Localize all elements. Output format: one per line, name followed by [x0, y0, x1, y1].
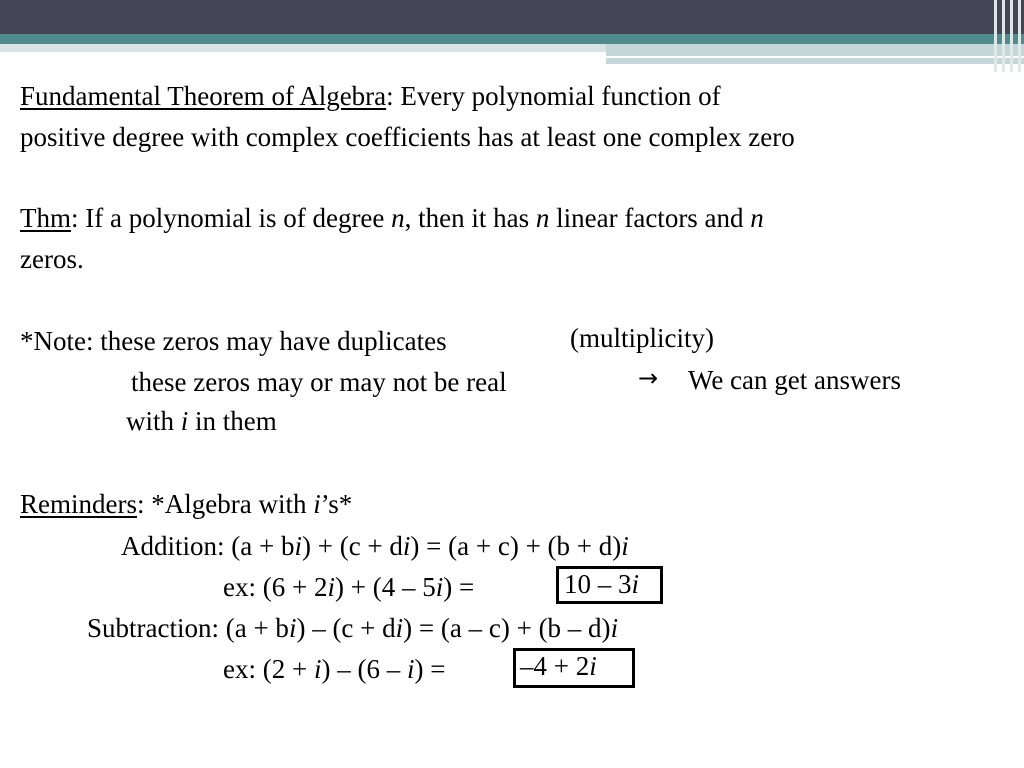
fta-text-1: : Every polynomial function of — [386, 81, 721, 111]
subtraction-line — [87, 612, 618, 644]
note-text-3b: in them — [188, 406, 277, 436]
note-text-2b: We can get answers — [688, 365, 901, 395]
thm-text-1: : If a polynomial is of degree — [71, 203, 392, 233]
addition-text-3: ) = (a + c) + (b + d) — [410, 531, 622, 561]
header-dark-band — [0, 0, 1024, 34]
thm-text-2: , then it has — [404, 203, 536, 233]
fta-title: Fundamental Theorem of Algebra — [20, 81, 387, 111]
arrow-icon — [638, 362, 658, 394]
ex1-i-1: i — [327, 572, 335, 602]
subtraction-i-1: i — [288, 613, 297, 643]
ex2-text-2: ) – (6 – — [321, 654, 407, 684]
subtraction-text-2: ) – (c + d — [296, 613, 396, 643]
ex2-text-1: ex: (2 + — [223, 654, 314, 684]
addition-text-1: Addition: (a + b — [121, 531, 295, 561]
thm-n-1: n — [391, 203, 405, 233]
header-light-band-right — [606, 44, 1024, 64]
ex1-text-1: ex: (6 + 2 — [223, 572, 328, 602]
addition-i-3: i — [621, 531, 629, 561]
addition-text-2: ) + (c + d — [301, 531, 403, 561]
subtraction-i-2: i — [395, 613, 404, 643]
header-stripes — [990, 0, 1024, 72]
note-text-1b: (multiplicity) — [570, 323, 714, 353]
fta-text-2: positive degree with complex coefficients has at least one complex zero — [20, 122, 795, 152]
addition-i-1: i — [294, 531, 302, 561]
thm-text-3: linear factors and — [549, 203, 751, 233]
note-multiplicity — [570, 322, 714, 354]
ex1-text-2: ) + (4 – 5 — [334, 572, 436, 602]
addition-i-2: i — [402, 531, 411, 561]
subtraction-text-1: Subtraction: (a + b — [87, 613, 289, 643]
thm-line-1 — [20, 202, 764, 234]
fta-line-2 — [20, 121, 795, 153]
addition-line — [121, 530, 629, 562]
note-text-3a: with — [126, 406, 181, 436]
note-line-2 — [131, 366, 507, 398]
ex2-answer-text: –4 + 2 — [520, 651, 590, 681]
reminders-line — [20, 488, 352, 520]
thm-n-3: n — [750, 203, 764, 233]
thm-n-2: n — [535, 203, 550, 233]
ex2-answer-i: i — [589, 651, 597, 681]
ex1-answer — [564, 568, 639, 600]
reminders-label: Reminders — [20, 489, 137, 519]
thm-label: Thm — [20, 203, 71, 233]
note-answers — [688, 364, 901, 396]
ex1-answer-i: i — [631, 569, 640, 599]
ex2-i-1: i — [313, 654, 322, 684]
thm-text-4: zeros. — [20, 244, 84, 274]
note-line-1 — [20, 325, 447, 357]
header-teal-band — [0, 34, 1024, 44]
arrow-glyph: → — [638, 364, 659, 392]
note-text-1: *Note: these zeros may have duplicates — [20, 326, 447, 356]
ex1-line — [223, 571, 474, 603]
ex2-answer — [520, 650, 597, 682]
thm-line-2 — [20, 243, 84, 275]
reminders-text-2: ’s* — [320, 489, 353, 519]
ex1-i-2: i — [435, 572, 444, 602]
ex1-text-3: ) = — [443, 572, 475, 602]
note-text-2: these zeros may or may not be real — [131, 367, 507, 397]
subtraction-text-3: ) = (a – c) + (b – d) — [403, 613, 611, 643]
ex2-i-2: i — [406, 654, 415, 684]
fta-line-1 — [20, 80, 721, 112]
note-line-3 — [126, 405, 277, 437]
ex1-answer-text: 10 – 3 — [564, 569, 632, 599]
header-thin-line — [606, 56, 1024, 58]
subtraction-i-3: i — [610, 613, 619, 643]
ex2-text-3: ) = — [414, 654, 446, 684]
reminders-text-1: : *Algebra with — [136, 489, 314, 519]
reminders-i: i — [313, 489, 321, 519]
note-i: i — [180, 406, 189, 436]
ex2-line — [223, 653, 445, 685]
